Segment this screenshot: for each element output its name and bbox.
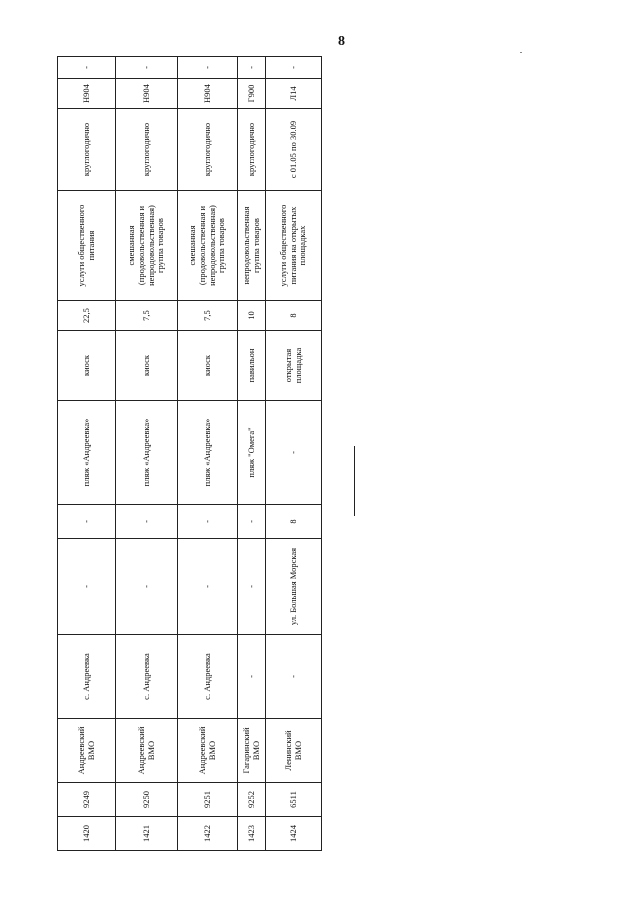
cell-place: пляж "Омега" [238,401,266,505]
cell-street: ул. Большая Морская [266,539,322,635]
cell-code: Л14 [266,79,322,109]
table-row [58,57,116,851]
cell-code: Г900 [238,79,266,109]
cell-place: пляж «Андреевка» [116,401,178,505]
cell-note: - [58,57,116,79]
page-number: 8 [338,34,345,49]
cell-note: - [266,57,322,79]
cell-house: - [238,505,266,539]
cell-place: пляж «Андреевка» [178,401,238,505]
cell-num: 1421 [116,817,178,851]
cell-street: - [58,539,116,635]
cell-district: Андреевский ВМО [178,719,238,783]
cell-district: Андреевский ВМО [116,719,178,783]
cell-object-type: киоск [58,331,116,401]
cell-period: с 01.05 по 30.09 [266,109,322,191]
cell-street: - [238,539,266,635]
cell-area: 7,5 [178,301,238,331]
cell-house: 8 [266,505,322,539]
cell-district: Андреевский ВМО [58,719,116,783]
cell-object-type: павильон [238,331,266,401]
cell-house: - [178,505,238,539]
cell-specialization: услуги общественного питания на открытых площадках [266,191,322,301]
cell-code: Н904 [116,79,178,109]
cell-period: круглогодично [178,109,238,191]
cell-num: 1420 [58,817,116,851]
cell-id: 9249 [58,783,116,817]
cell-place: - [266,401,322,505]
cell-period: круглогодично [238,109,266,191]
cell-specialization: смешанная (продовольственная и непродовольственная) группа товаров [178,191,238,301]
cell-street: - [116,539,178,635]
cell-specialization: непродовольственная группа товаров [238,191,266,301]
cell-house: - [58,505,116,539]
cell-locality: с. Андреевка [178,635,238,719]
cell-code: Н904 [58,79,116,109]
cell-area: 10 [238,301,266,331]
cell-object-type: киоск [116,331,178,401]
cell-house: - [116,505,178,539]
scan-speck [520,52,522,53]
cell-specialization: смешанная (продовольственная и непродовольственная) группа товаров [116,191,178,301]
cell-id: 9250 [116,783,178,817]
cell-locality: с. Андреевка [58,635,116,719]
cell-area: 7,5 [116,301,178,331]
cell-street: - [178,539,238,635]
cell-id: 9252 [238,783,266,817]
margin-line [354,446,355,516]
cell-num: 1424 [266,817,322,851]
cell-district: Гагаринский ВМО [238,719,266,783]
cell-note: - [178,57,238,79]
cell-place: пляж «Андреевка» [58,401,116,505]
table-row [116,57,178,851]
cell-object-type: киоск [178,331,238,401]
cell-id: 9251 [178,783,238,817]
cell-area: 22,5 [58,301,116,331]
cell-num: 1423 [238,817,266,851]
cell-specialization: услуги общественного питания [58,191,116,301]
cell-note: - [116,57,178,79]
table-row [238,57,266,851]
cell-area: 8 [266,301,322,331]
registry-table [57,56,322,851]
cell-district: Ленинский ВМО [266,719,322,783]
cell-locality: - [266,635,322,719]
cell-code: Н904 [178,79,238,109]
cell-note: - [238,57,266,79]
cell-object-type: открытая площадка [266,331,322,401]
table-row [178,57,238,851]
cell-num: 1422 [178,817,238,851]
table-row [266,57,322,851]
rotated-table-frame [57,57,321,851]
cell-period: круглогодично [116,109,178,191]
cell-id: 6511 [266,783,322,817]
cell-period: круглогодично [58,109,116,191]
cell-locality: с. Андреевка [116,635,178,719]
cell-locality: - [238,635,266,719]
